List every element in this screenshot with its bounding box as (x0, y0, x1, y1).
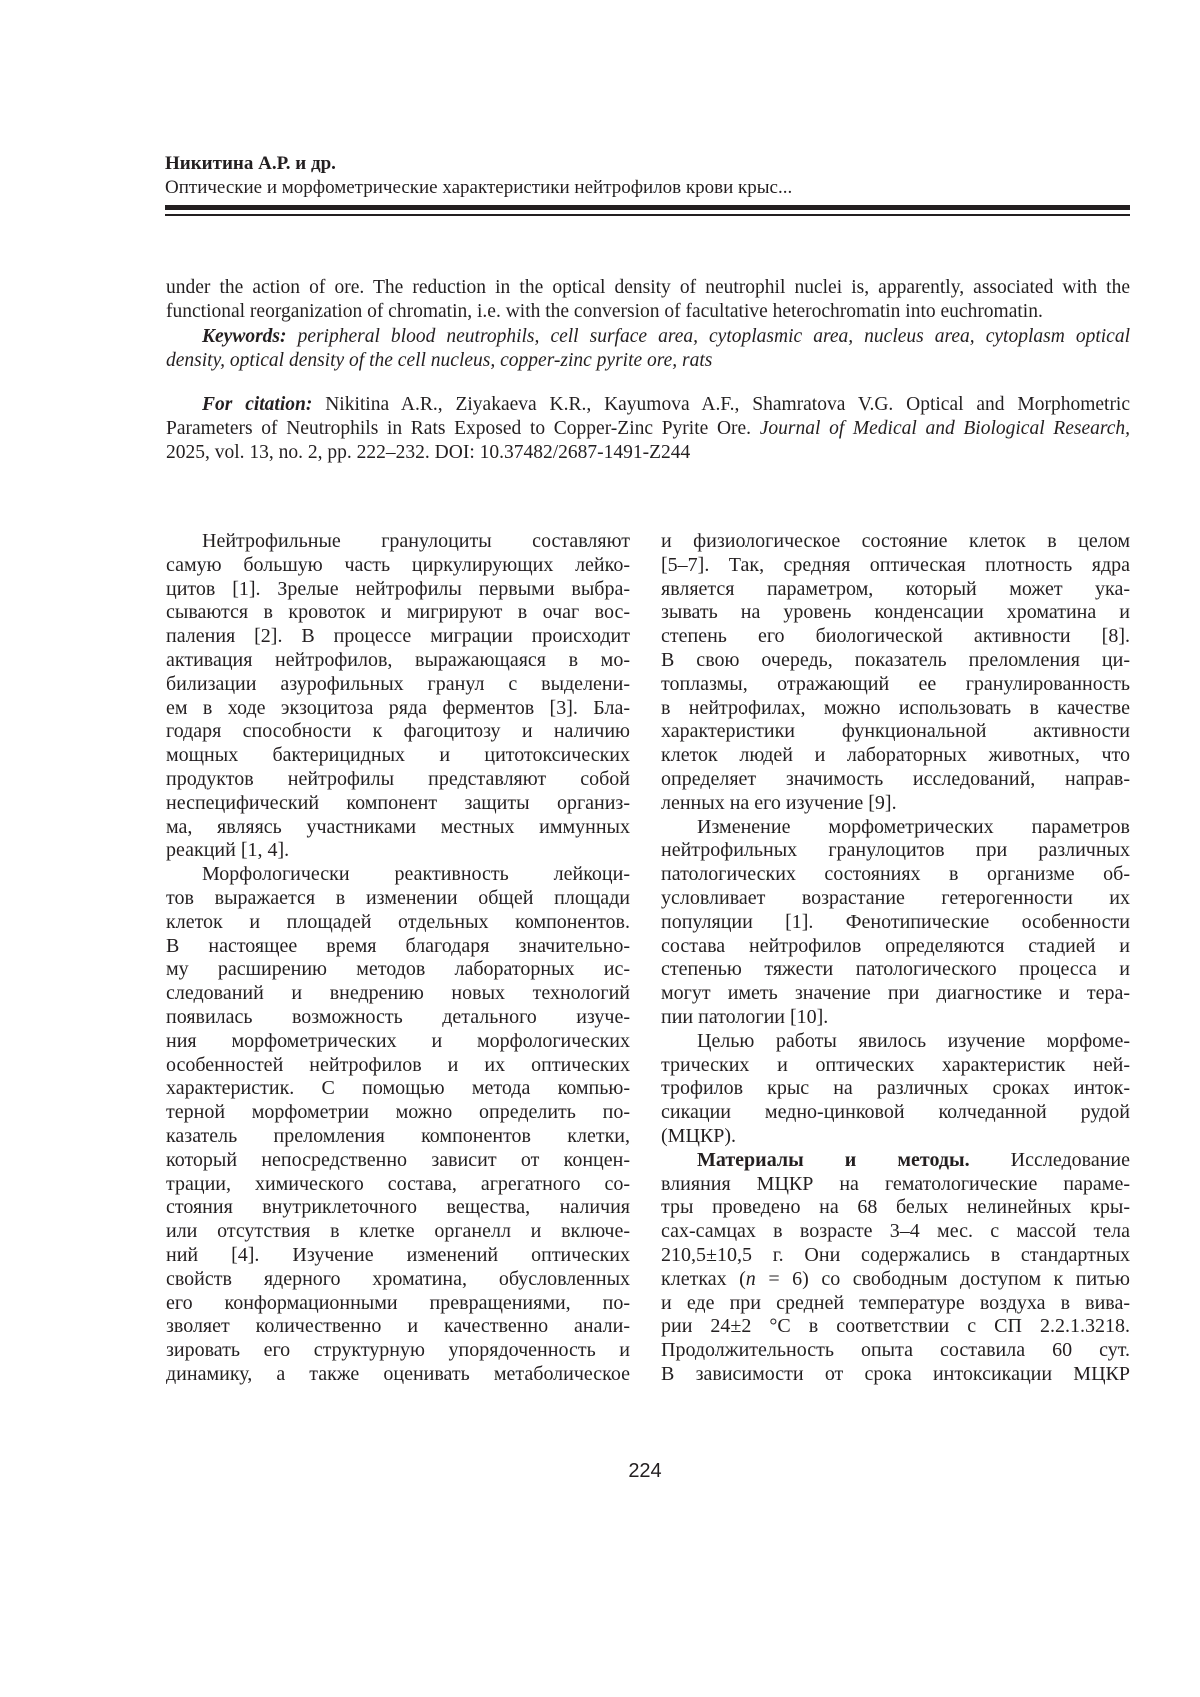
body-line: терной морфометрии можно определить по- (166, 1101, 630, 1125)
body-line: его конформационными превращениями, по- (166, 1292, 630, 1316)
body-line: условливает возрастание гетерогенности их (661, 887, 1130, 911)
body-line: и еде при средней температуре воздуха в вива- (661, 1292, 1130, 1316)
body-line: который непосредственно зависит от концен- (166, 1149, 630, 1173)
keywords-line (166, 325, 1130, 349)
body-line: 210,5±10,5 г. Они содержались в стандартных (661, 1244, 1130, 1268)
body-line: степенью тяжести патологического процесса и (661, 958, 1130, 982)
body-line: зывать на уровень конденсации хроматина и (661, 601, 1130, 625)
body-line: патологических состояниях в организме об- (661, 863, 1130, 887)
citation-text: Parameters of Neutrophils in Rats Exposed to Copper-Zinc Pyrite Ore. (166, 418, 751, 439)
body-line: или отсутствия в клетке органелл и включе- (166, 1220, 630, 1244)
body-line: паления [2]. В процессе миграции происходит (166, 625, 630, 649)
body-line: мощных бактерицидных и цитотоксических (166, 744, 630, 768)
body-line: популяции [1]. Фенотипические особенности (661, 911, 1130, 935)
body-line: топлазмы, отражающий ее гранулированность (661, 673, 1130, 697)
header-rule-thin (165, 214, 1130, 216)
body-line: нейтрофильных гранулоцитов при различных (661, 839, 1130, 863)
body-text-segment: n (746, 1268, 756, 1290)
body-line: тры проведено на 68 белых нелинейных кры- (661, 1196, 1130, 1220)
body-line: динамику, а также оценивать метаболическое (166, 1363, 630, 1387)
body-line: клеток людей и лабораторных животных, что (661, 744, 1130, 768)
body-line: трических и оптических характеристик ней- (661, 1054, 1130, 1078)
body-line: влияния МЦКР на гематологические параме- (661, 1173, 1130, 1197)
body-line: зировать его структурную упорядоченность и (166, 1339, 630, 1363)
header-rule-thick (165, 205, 1130, 210)
body-text-segment: Исследование (970, 1149, 1130, 1171)
body-line: могут иметь значение при диагностике и тера- (661, 982, 1130, 1006)
body-line: является параметром, который может ука- (661, 578, 1130, 602)
body-line: Продолжительность опыта составила 60 сут. (661, 1339, 1130, 1363)
body-line: рии 24±2 °С в соответствии с СП 2.2.1.3218. (661, 1315, 1130, 1339)
body-line: следований и внедрению новых технологий (166, 982, 630, 1006)
body-line: ма, являясь участниками местных иммунных (166, 816, 630, 840)
body-line: реакций [1, 4]. (166, 839, 630, 863)
body-line: Изменение морфометрических параметров (661, 816, 1130, 840)
body-line: характеристик. С помощью метода компью- (166, 1077, 630, 1101)
abstract-line: under the action of ore. The reduction in the optical density of neutrophil nuclei is, apparently, associated with the (166, 276, 1130, 300)
body-line: свойств ядерного хроматина, обусловленных (166, 1268, 630, 1292)
body-line: характеристики функциональной активности (661, 720, 1130, 744)
body-line (661, 1149, 1130, 1173)
body-line: неспецифический компонент защиты организ- (166, 792, 630, 816)
body-line: состава нейтрофилов определяются стадией и (661, 935, 1130, 959)
body-line (661, 1268, 1130, 1292)
page-number: 224 (0, 1460, 1200, 1483)
body-line: [5–7]. Так, средняя оптическая плотность ядра (661, 554, 1130, 578)
body-line: В свою очередь, показатель преломления ци- (661, 649, 1130, 673)
citation-line: 2025, vol. 13, no. 2, pp. 222–232. DOI: 10.37482/2687-1491-Z244 (166, 441, 1130, 465)
journal-name: Journal of Medical and Biological Research, (760, 418, 1130, 439)
body-line: ния морфометрических и морфологических (166, 1030, 630, 1054)
body-line: билизации азурофильных гранул с выделени- (166, 673, 630, 697)
body-line: пии патологии [10]. (661, 1006, 1130, 1030)
citation-text: Nikitina A.R., Ziyakaeva K.R., Kayumova A.F., Shamratova V.G. Optical and Morphometric (325, 394, 1130, 415)
running-header-author: Никитина А.Р. и др. (165, 152, 1130, 176)
body-line: тов выражается в изменении общей площади (166, 887, 630, 911)
body-line: стояния внутриклеточного вещества, наличия (166, 1196, 630, 1220)
body-line: му расширению методов лабораторных ис- (166, 958, 630, 982)
body-line: определяет значимость исследований, направ- (661, 768, 1130, 792)
body-line: Морфологически реактивность лейкоци- (166, 863, 630, 887)
body-line: цитов [1]. Зрелые нейтрофилы первыми выбра- (166, 578, 630, 602)
body-line: В настоящее время благодаря значительно- (166, 935, 630, 959)
abstract-line: functional reorganization of chromatin, i.e. with the conversion of facultative heterochromatin into euchromatin. (166, 300, 1130, 324)
body-line: трации, химического состава, агрегатного со- (166, 1173, 630, 1197)
body-line: и физиологическое состояние клеток в целом (661, 530, 1130, 554)
running-header-title: Оптические и морфометрические характеристики нейтрофилов крови крыс... (165, 176, 1130, 200)
body-line: степень его биологической активности [8]. (661, 625, 1130, 649)
body-line: годаря способности к фагоцитозу и наличию (166, 720, 630, 744)
running-header (165, 152, 1130, 200)
body-line: В зависимости от срока интоксикации МЦКР (661, 1363, 1130, 1387)
keywords-text: peripheral blood neutrophils, cell surface area, cytoplasmic area, nucleus area, cytoplasm optical (298, 326, 1130, 347)
body-line: в нейтрофилах, можно использовать в качестве (661, 697, 1130, 721)
body-line: ем в ходе экзоцитоза ряда ферментов [3]. Бла- (166, 697, 630, 721)
keywords-label: Keywords: (202, 326, 287, 347)
body-text-segment: клетках ( (661, 1268, 746, 1290)
citation-line (166, 417, 1130, 441)
citation-label: For citation: (202, 394, 312, 415)
body-line: сываются в кровоток и мигрируют в очаг вос- (166, 601, 630, 625)
body-line: продуктов нейтрофилы представляют собой (166, 768, 630, 792)
section-heading: Материалы и методы. (697, 1149, 970, 1171)
body-line: особенностей нейтрофилов и их оптических (166, 1054, 630, 1078)
citation-line (166, 393, 1130, 417)
body-column-left (166, 530, 630, 1387)
body-line: активация нейтрофилов, выражающаяся в мо- (166, 649, 630, 673)
body-line: Целью работы явилось изучение морфоме- (661, 1030, 1130, 1054)
body-line: (МЦКР). (661, 1125, 1130, 1149)
body-line: самую большую часть циркулирующих лейко- (166, 554, 630, 578)
body-column-right (661, 530, 1130, 1387)
keywords-line: density, optical density of the cell nucleus, copper-zinc pyrite ore, rats (166, 349, 1130, 373)
body-line: сах-самцах в возрасте 3–4 мес. с массой тела (661, 1220, 1130, 1244)
body-line: трофилов крыс на различных сроках инток- (661, 1077, 1130, 1101)
body-line: клеток и площадей отдельных компонентов. (166, 911, 630, 935)
body-line: казатель преломления компонентов клетки, (166, 1125, 630, 1149)
body-line: появилась возможность детального изуче- (166, 1006, 630, 1030)
body-line: сикации медно-цинковой колчеданной рудой (661, 1101, 1130, 1125)
body-line: ний [4]. Изучение изменений оптических (166, 1244, 630, 1268)
abstract (166, 276, 1130, 466)
body-text-segment: = 6) со свободным доступом к питью (756, 1268, 1130, 1290)
body-line: зволяет количественно и качественно анали- (166, 1315, 630, 1339)
body-line: Нейтрофильные гранулоциты составляют (166, 530, 630, 554)
body-line: ленных на его изучение [9]. (661, 792, 1130, 816)
